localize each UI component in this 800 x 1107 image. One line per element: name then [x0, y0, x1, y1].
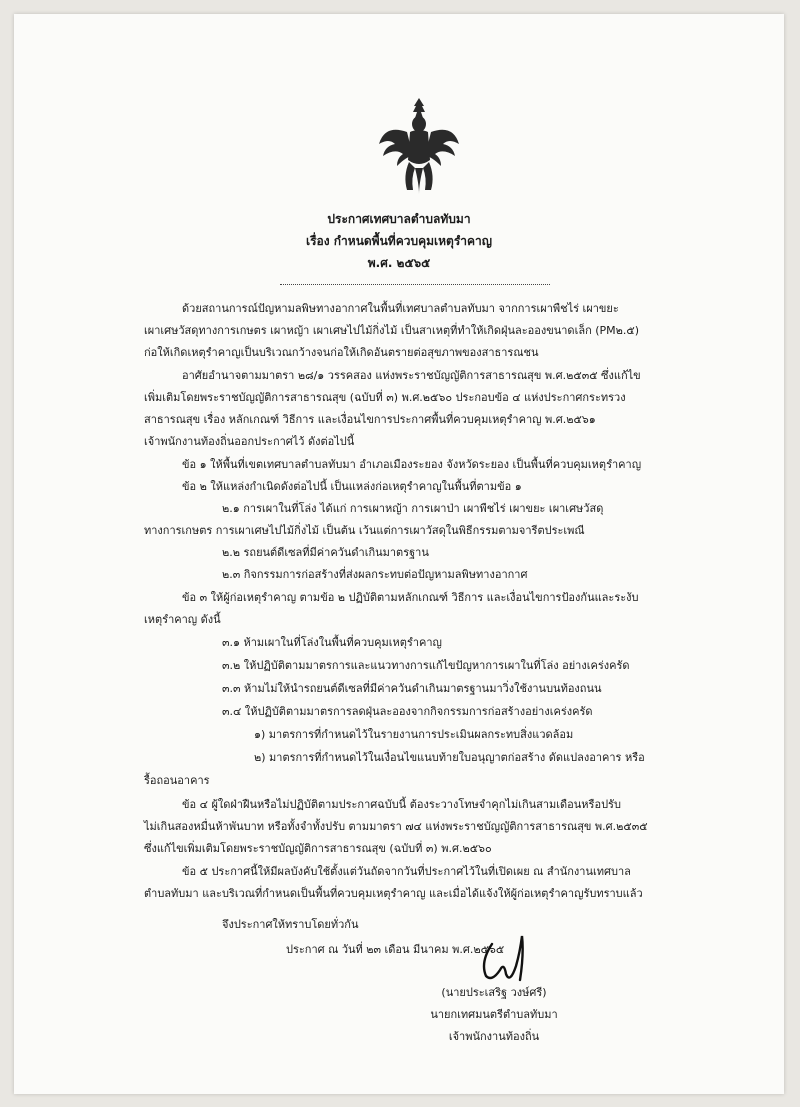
authority-line: เจ้าพนักงานท้องถิ่นออกประกาศไว้ ดังต่อไปนี้	[144, 435, 355, 448]
intro-line: ด้วยสถานการณ์ปัญหามลพิษทางอากาศในพื้นที่เทศบาลตำบลทับมา จากการเผาพืชไร่ เผาขยะ	[182, 302, 619, 315]
clause-3-1: ๓.๑ ห้ามเผาในที่โล่งในพื้นที่ควบคุมเหตุรำคาญ	[222, 636, 442, 649]
intro-line: เผาเศษวัสดุทางการเกษตร เผาหญ้า เผาเศษไปไม้กิ่งไม้ เป็นสาเหตุที่ทำให้เกิดฝุ่นละอองขนาดเล็ก (PM๒.๕)	[144, 324, 639, 337]
authority-line: สาธารณสุข เรื่อง หลักเกณฑ์ วิธีการ และเงื่อนไขการประกาศพื้นที่ควบคุมเหตุรำคาญ พ.ศ.๒๕๖๑	[144, 413, 596, 426]
clause-2-2: ๒.๒ รถยนต์ดีเซลที่มีค่าควันดำเกินมาตรฐาน	[222, 546, 429, 559]
garuda-emblem-icon	[377, 94, 461, 198]
clause-3-4: ๓.๔ ให้ปฏิบัติตามมาตรการลดฝุ่นละอองจากกิจกรรมการก่อสร้างอย่างเคร่งครัด	[222, 705, 593, 718]
clause-4-line: ซึ่งแก้ไขเพิ่มเติมโดยพระราชบัญญัติการสาธารณสุข (ฉบับที่ ๓) พ.ศ.๒๕๖๐	[144, 842, 492, 855]
authority-line: เพิ่มเติมโดยพระราชบัญญัติการสาธารณสุข (ฉบับที่ ๓) พ.ศ.๒๕๖๐ ประกอบข้อ ๔ แห่งประกาศกระทรวง	[144, 391, 626, 404]
separator-dotted	[280, 284, 550, 285]
announcement-title: ประกาศเทศบาลตำบลทับมา	[327, 212, 471, 226]
authority-line: อาศัยอำนาจตามมาตรา ๒๘/๑ วรรคสอง แห่งพระราชบัญญัติการสาธารณสุข พ.ศ.๒๕๓๕ ซึ่งแก้ไข	[182, 369, 641, 382]
clause-3-4-1: ๑) มาตรการที่กำหนดไว้ในรายงานการประเมินผลกระทบสิ่งแวดล้อม	[254, 728, 574, 741]
clause-4-line: ไม่เกินสองหมื่นห้าพันบาท หรือทั้งจำทั้งปรับ ตามมาตรา ๗๔ แห่งพระราชบัญญัติการสาธารณสุข พ.ศ.๒๕๓๕	[144, 820, 648, 833]
clause-5-line: ตำบลทับมา และบริเวณที่กำหนดเป็นพื้นที่ควบคุมเหตุรำคาญ และเมื่อได้แจ้งให้ผู้ก่อเหตุรำคาญรับทราบแล้ว	[144, 887, 643, 900]
announcement-date: ประกาศ ณ วันที่ ๒๓ เดือน มีนาคม พ.ศ.๒๕๖๕	[286, 943, 505, 956]
announcement-subject: เรื่อง กำหนดพื้นที่ควบคุมเหตุรำคาญ	[305, 234, 493, 248]
clause-3-4-2-cont: รื้อถอนอาคาร	[144, 774, 210, 787]
clause-1: ข้อ ๑ ให้พื้นที่เขตเทศบาลตำบลทับมา อำเภอเมืองระยอง จังหวัดระยอง เป็นพื้นที่ควบคุมเหตุรำคาญ	[182, 458, 642, 471]
clause-2-1-cont: ทางการเกษตร การเผาเศษไปไม้กิ่งไม้ เป็นต้น เว้นแต่การเผาวัสดุในพิธีกรรมตามจารีตประเพณี	[144, 524, 585, 537]
intro-line: ก่อให้เกิดเหตุรำคาญเป็นบริเวณกว้างจนก่อให้เกิดอันตรายต่อสุขภาพของสาธารณชน	[144, 346, 539, 359]
clause-3-4-2: ๒) มาตรการที่กำหนดไว้ในเงื่อนไขแนบท้ายใบอนุญาตก่อสร้าง ดัดแปลงอาคาร หรือ	[254, 751, 645, 764]
clause-3-3: ๓.๓ ห้ามไม่ให้นำรถยนต์ดีเซลที่มีค่าควันดำเกินมาตรฐานมาวิ่งใช้งานบนท้องถนน	[222, 682, 602, 695]
document-page	[14, 14, 784, 1094]
clause-3-cont: เหตุรำคาญ ดังนี้	[144, 613, 221, 626]
signatory-role: เจ้าพนักงานท้องถิ่น	[448, 1030, 540, 1043]
closing-statement: จึงประกาศให้ทราบโดยทั่วกัน	[222, 918, 359, 931]
clause-2-1: ๒.๑ การเผาในที่โล่ง ได้แก่ การเผาหญ้า การเผาป่า เผาพืชไร่ เผาขยะ เผาเศษวัสดุ	[222, 502, 604, 515]
clause-3: ข้อ ๓ ให้ผู้ก่อเหตุรำคาญ ตามข้อ ๒ ปฏิบัติตามหลักเกณฑ์ วิธีการ และเงื่อนไขการป้องกันและระงับ	[182, 591, 639, 604]
announcement-year: พ.ศ. ๒๕๖๕	[367, 256, 431, 270]
clause-4-line: ข้อ ๔ ผู้ใดฝ่าฝืนหรือไม่ปฏิบัติตามประกาศฉบับนี้ ต้องระวางโทษจำคุกไม่เกินสามเดือนหรือปรับ	[182, 798, 621, 811]
clause-2-3: ๒.๓ กิจกรรมการก่อสร้างที่ส่งผลกระทบต่อปัญหามลพิษทางอากาศ	[222, 568, 528, 581]
clause-5-line: ข้อ ๕ ประกาศนี้ให้มีผลบังคับใช้ตั้งแต่วันถัดจากวันที่ประกาศไว้ในที่เปิดเผย ณ สำนักงานเทศบาล	[182, 865, 631, 878]
clause-2: ข้อ ๒ ให้แหล่งกำเนิดดังต่อไปนี้ เป็นแหล่งก่อเหตุรำคาญในพื้นที่ตามข้อ ๑	[182, 480, 522, 493]
clause-3-2: ๓.๒ ให้ปฏิบัติตามมาตรการและแนวทางการแก้ไขปัญหาการเผาในที่โล่ง อย่างเคร่งครัด	[222, 659, 630, 672]
signatory-position: นายกเทศมนตรีตำบลทับมา	[430, 1008, 558, 1021]
signatory-name: (นายประเสริฐ วงษ์ศรี)	[441, 986, 547, 999]
